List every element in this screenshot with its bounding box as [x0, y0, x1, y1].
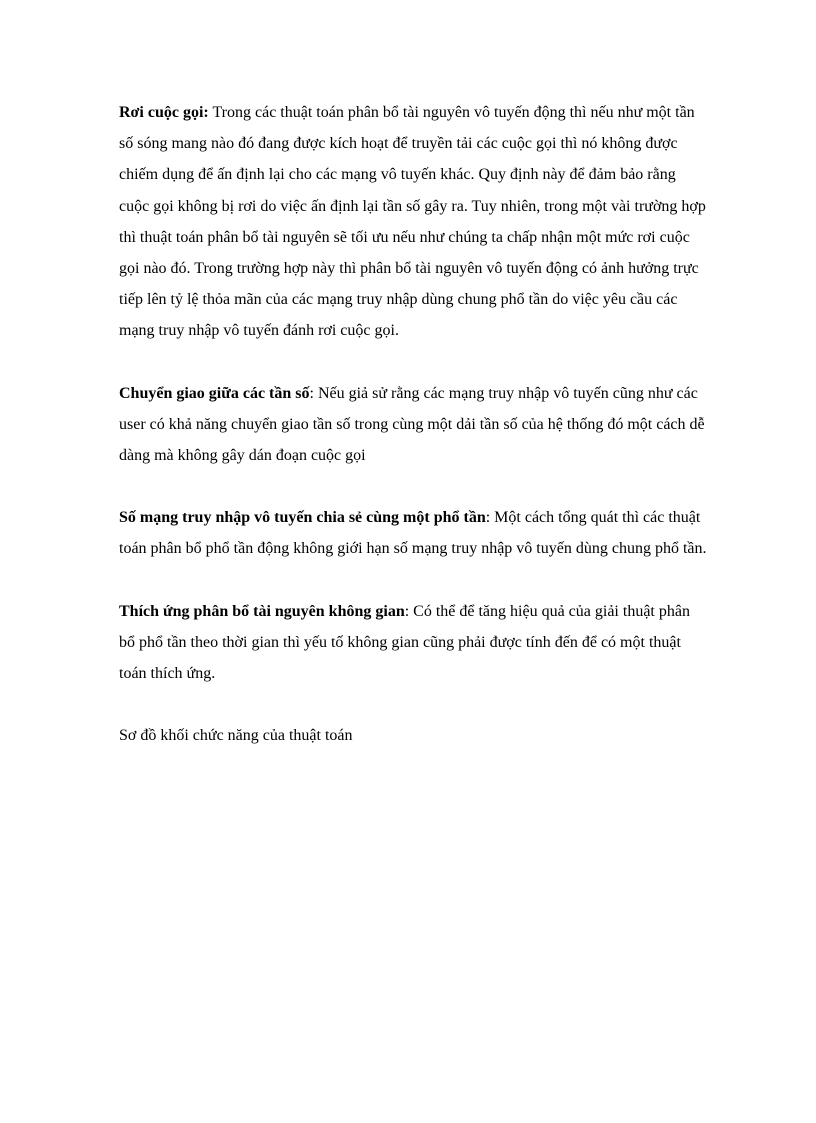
paragraph-spatial-adaptation	[119, 596, 709, 690]
figure-caption: Sơ đồ khối chức năng của thuật toán	[119, 727, 353, 745]
paragraph-heading: Chuyển giao giữa các tần số	[119, 384, 310, 402]
paragraph-text: : Nếu giả sử rằng các mạng truy nhập vô tuyến cũng như các user có khả năng chuyển giao tần số trong cùng một dải tần số của hệ thống đó một cách dễ dàng mà không gây dán đoạn cuộc gọi	[119, 384, 705, 465]
paragraph-heading: Rơi cuộc gọi:	[119, 104, 209, 121]
paragraph-heading: Thích ứng phân bổ tài nguyên không gian	[119, 602, 405, 620]
paragraph-frequency-handover	[119, 378, 709, 472]
paragraph-call-dropping	[119, 97, 709, 347]
paragraph-heading: Số mạng truy nhập vô tuyến chia sẻ cùng một phổ tần	[119, 509, 486, 527]
paragraph-text: : Một cách tổng quát thì các thuật toán phân bổ phổ tần động không giới hạn số mạng truy nhập vô tuyến dùng chung phổ tần.	[119, 509, 707, 558]
paragraph-text: : Có thể để tăng hiệu quả của giải thuật phân bổ phổ tần theo thời gian thì yếu tố không gian cũng phải được tính đến để có một thuật toán thích ứng.	[119, 602, 690, 683]
paragraph-text: Trong các thuật toán phân bổ tài nguyên vô tuyến động thì nếu như một tần số sóng mang nào đó đang được kích hoạt để truyền tải các cuộc gọi thì nó không được chiếm dụng để ấn định lại cho các mạng vô tuyến khác. Quy định này để đảm bảo rằng cuộc gọi không bị rơi do việc ấn định lại tần số gây ra. Tuy nhiên, trong một vài trường hợp thì thuật toán phân bổ tài nguyên sẽ tối ưu nếu như chúng ta chấp nhận một mức rơi cuộc gọi nào đó. Trong trường hợp này thì phân bổ tài nguyên vô tuyến động có ảnh hưởng trực tiếp lên tỷ lệ thỏa mãn của các mạng truy nhập dùng chung phổ tần do việc yêu cầu các mạng truy nhập vô tuyến đánh rơi cuộc gọi.	[119, 104, 706, 340]
document-page	[119, 97, 709, 751]
paragraph-shared-spectrum-networks	[119, 502, 709, 564]
